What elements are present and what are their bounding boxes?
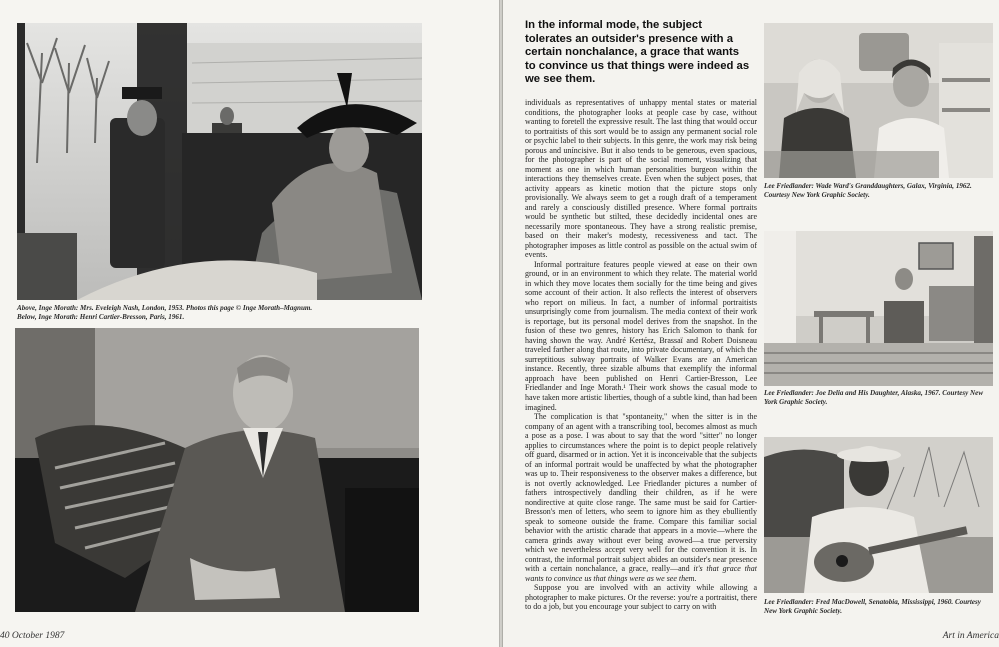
caption-line-cartier-bresson: Below, Inge Morath: Henri Cartier-Bresson, Paris, 1961. xyxy=(17,312,185,321)
body-paragraph-text: The complication is that "spontaneity," when the sitter is in the company of an agent with a transcribing tool, becomes almost as much a pose as a pose. I was about to say that the word "sitter" no longer applies to circumstances where the point is to depict people relatively off guard, disarmed or in action. Yet it is inconceivable that the subjects of an informal portrait would be unaffected by what the photographer was up to. Their responsiveness to the observer makes a difference, but is not overtly acknowledged. Lee Friedlander pictures a number of fathers introspectively dandling their children, as if he were nondirective at quite close range. The same must be said for Cartier-Bresson's men of letters, who seem to ignore him as they ebulliently speak to someone outside the frame. Compare this familiar social behavior with the artistic charade that appears in a movie—where the camera grinds away without ever being avowed—a true perversity which we nevertheless accept very well for the convention it is. In contrast, the informal portrait subject abides an outsider's near presence with a certain nonchalance, a grace, really—and xyxy=(525,412,757,574)
caption-fred-macdowell: Lee Friedlander: Fred MacDowell, Senatobia, Mississippi, 1960. Courtesy New York Graphic Society. xyxy=(764,598,981,615)
photo-joe-delia-and-daughter xyxy=(764,231,993,386)
right-page xyxy=(503,0,999,647)
photo-cartier-bresson xyxy=(15,328,419,612)
caption-line-mrs-nash: Above, Inge Morath: Mrs. Eveleigh Nash, London, 1953. Photos this page © Inge Morath–Magnum. xyxy=(17,304,313,312)
pull-quote: In the informal mode, the subject tolerates an outsider's presence with a certain nonchalance, a grace that wants to convince us that things were indeed as we see them. xyxy=(525,19,750,86)
article-body xyxy=(525,98,757,641)
photo-mrs-eveleigh-nash xyxy=(17,23,422,300)
body-paragraph xyxy=(525,412,757,583)
body-italic-phrase: it's that grace that wants to convince us that things were as we see them. xyxy=(525,564,757,583)
photo-wade-ward-granddaughters xyxy=(764,23,993,178)
photo-fred-macdowell xyxy=(764,437,993,593)
body-paragraph: Informal portraiture features people viewed at ease on their own ground, or in an environment to which they relate. The material world in which they move locates them socially for the time being and gives some account of their action. It also reflects the interest of observers who report on milieus. In fact, a number of informal portraitists unsurprisingly come from journalism. The media context of their work is reportage, but its personal model derives from the snapshot. In the fusion of these two genres, history has Erich Salomon to thank for having shown the way. André Kertész, Brassaï and Robert Doisneau traveled farther along that route, into private documentary, of which the surreptitious subway portraits of Walker Evans are an American instance. Recently, three sizable albums that exemplify the informal approach have been published on Henri Cartier-Bresson, Lee Friedlander and Inge Morath.¹ Their work shows the casual mode to have taken more artistic liberties, though of a subtle kind, than had been imagined. xyxy=(525,259,757,412)
caption-top-photos xyxy=(17,304,487,321)
caption-wade-ward: Lee Friedlander: Wade Ward's Granddaughters, Galax, Virginia, 1962. Courtesy New York Graphic Society. xyxy=(764,182,972,199)
caption-joe-delia: Lee Friedlander: Joe Delia and His Daughter, Alaska, 1967. Courtesy New York Graphic Society. xyxy=(764,389,984,406)
body-paragraph: Suppose you are involved with an activity while allowing a photographer to make pictures. Or the reverse: you're a portraitist, there to do a job, but you encourage your subject to carry on with xyxy=(525,583,757,612)
left-page xyxy=(0,0,499,647)
left-folio: 40 October 1987 xyxy=(0,631,65,641)
body-paragraph: individuals as representatives of unhappy mental states or material conditions, the photographer looks at people case by case, without wanting to foretell the expressive result. The last thing that would occur to portraitists of this sort would be to assign any permanent social role or psychic label to their subjects. In this genre, the work may risk being porous and uníncisive. But it also tends to be generous, even spacious, for the photographer is part of the social moment, visualizing that moment as one in which human personalities burgeon within the interactions they themselves create. Even when the subject poses, that activity appears as kinetic motion that the picture stops only provisionally. We always seem to get a rough draft of a temperament and rarely a consciously distilled presence. Where formal portraits would be synthetic but stilted, these decidedly incidental ones are necessarily more spontaneous. They have a strong realistic premise, based on their maker's modesty, recessiveness and tact. The photographer imposes as little control as possible on the actual swim of events. xyxy=(525,98,757,260)
right-folio: Art in America xyxy=(942,631,999,641)
